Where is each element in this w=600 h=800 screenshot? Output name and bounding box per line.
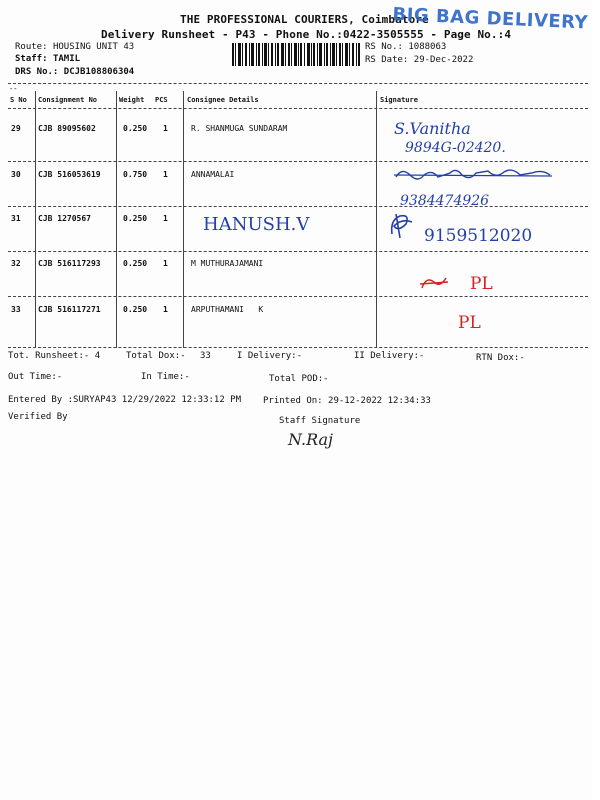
page-edge: [592, 0, 600, 800]
staff-signature: N.Raj: [288, 430, 333, 449]
row29-signature-phone: 9894G-02420.: [405, 140, 506, 156]
row30-signature-scribble: [392, 163, 562, 185]
row-weight: 0.250: [123, 124, 148, 133]
drs-line: [15, 67, 134, 77]
header-divider: [8, 108, 588, 109]
printed-on: Printed On: 29-12-2022 12:34:33: [263, 396, 431, 406]
row33-pl-mark: PL: [458, 313, 481, 333]
row-pcs: 1: [163, 214, 168, 223]
staff-signature-label: Staff Signature: [279, 416, 361, 426]
route-label: Route:: [15, 42, 48, 52]
row-consignee: M MUTHURAJAMANI: [191, 259, 264, 268]
col-header-pcs: PCS: [155, 96, 168, 104]
rs-date-label: RS Date:: [365, 55, 409, 65]
row-consignment: CJB 1270567: [38, 214, 91, 223]
i-delivery: I Delivery:-: [237, 351, 303, 361]
table-bottom-divider: [8, 347, 588, 348]
total-pod: Total POD:-: [269, 374, 329, 384]
rs-date-line: [365, 55, 473, 65]
staff-label: Staff:: [15, 54, 48, 64]
row-consignment: CJB 89095602: [38, 124, 96, 133]
row31-signature-phone: 9159512020: [424, 226, 533, 246]
col-rule: [35, 91, 36, 348]
col-rule: [183, 91, 184, 348]
runsheet-line: Delivery Runsheet - P43 - Phone No.:0422-3505555 - Page No.:4: [101, 28, 512, 41]
rs-no-label: RS No.:: [365, 42, 403, 52]
col-rule: [116, 91, 117, 348]
row31-signature-scribble: [386, 210, 416, 240]
total-dox-value: 33: [200, 351, 211, 361]
dash-mark: --: [9, 85, 18, 93]
verified-by: Verified By: [8, 412, 68, 422]
staff-value: TAMIL: [52, 54, 81, 64]
row-weight: 0.750: [123, 170, 148, 179]
ii-delivery: II Delivery:-: [354, 351, 425, 361]
in-time: In Time:-: [141, 372, 190, 382]
col-rule: [376, 91, 377, 348]
col-header-consignment: Consignment No: [38, 96, 98, 104]
row32-struck-mark: [420, 272, 450, 294]
row-consignment: CJB 516053619: [38, 170, 101, 179]
row-divider: [8, 251, 588, 252]
col-header-weight: Weight: [119, 96, 145, 104]
row29-signature-name: S.Vanitha: [394, 119, 471, 138]
staff-line: [15, 54, 80, 64]
row-sno: 30: [11, 170, 21, 179]
rs-no-line: [365, 42, 446, 52]
row-pcs: 1: [163, 170, 168, 179]
row-consignee: ARPUTHAMANI K: [191, 305, 264, 314]
row-sno: 31: [11, 214, 21, 223]
total-dox-label: Total Dox:-: [126, 351, 186, 361]
out-time: Out Time:-: [8, 372, 63, 382]
entered-by: Entered By :SURYAP43 12/29/2022 12:33:12 PM: [8, 395, 241, 405]
rtn-dox: RTN Dox:-: [476, 353, 525, 363]
col-header-sno: S No: [10, 96, 27, 104]
row-consignment: CJB 516117293: [38, 259, 101, 268]
row-divider: [8, 206, 588, 207]
row-pcs: 1: [163, 305, 168, 314]
rs-date-value: 29-Dec-2022: [413, 55, 474, 65]
drs-label: DRS No.:: [15, 67, 59, 77]
route-value: HOUSING UNIT 43: [52, 42, 135, 52]
row30-signature-phone: 9384474926: [400, 193, 490, 209]
row-divider: [8, 296, 588, 297]
row-weight: 0.250: [123, 214, 148, 223]
row31-consignee-handwritten: HANUSH.V: [203, 214, 310, 235]
row-consignee: R. SHANMUGA SUNDARAM: [191, 124, 288, 133]
barcode: [232, 43, 360, 66]
row-sno: 32: [11, 259, 21, 268]
big-bag-delivery-stamp: BIG BAG DELIVERY: [392, 3, 589, 34]
row-sno: 33: [11, 305, 21, 314]
row-consignment: CJB 516117271: [38, 305, 101, 314]
rs-no-value: 1088063: [408, 42, 447, 52]
row-weight: 0.250: [123, 259, 148, 268]
row-sno: 29: [11, 124, 21, 133]
row-pcs: 1: [163, 259, 168, 268]
col-header-signature: Signature: [380, 96, 418, 104]
tot-runsheet: Tot. Runsheet:- 4: [8, 351, 101, 361]
table-top-divider: [8, 83, 588, 84]
col-header-consignee: Consignee Details: [187, 96, 259, 104]
drs-value: DCJB108806304: [63, 67, 135, 77]
route-line: [15, 42, 134, 52]
row-divider: [8, 161, 588, 162]
company-name: THE PROFESSIONAL COURIERS, Coimbatore: [180, 13, 429, 26]
row-consignee: ANNAMALAI: [191, 170, 235, 179]
row32-pl-mark: PL: [470, 274, 493, 294]
row-pcs: 1: [163, 124, 168, 133]
row-weight: 0.250: [123, 305, 148, 314]
